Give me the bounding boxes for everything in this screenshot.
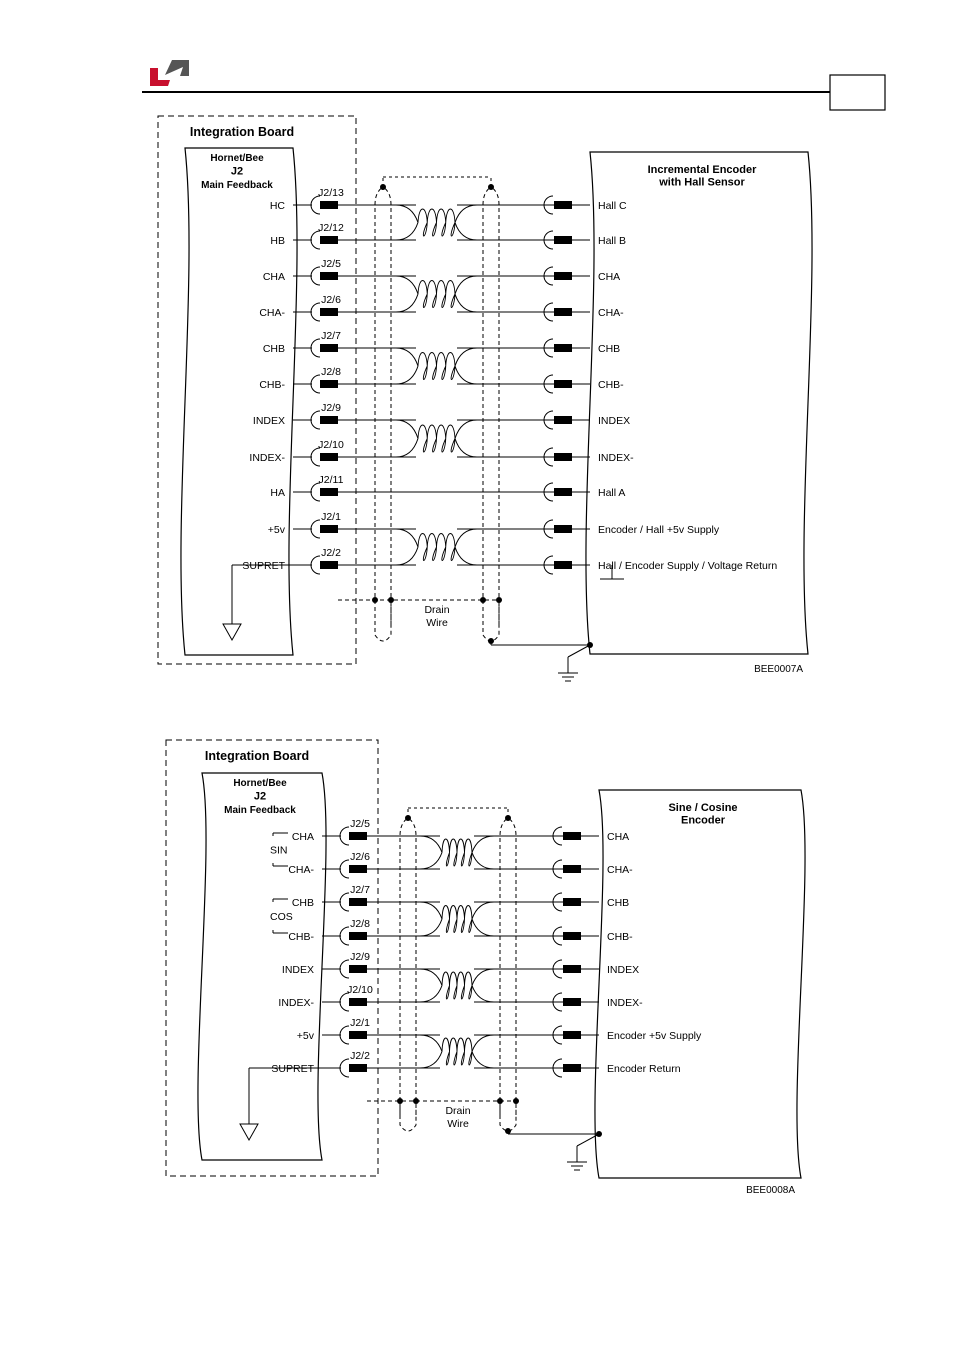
- pin-number: J2/9: [350, 951, 370, 963]
- encoder-pin-label: Hall A: [598, 487, 626, 499]
- j2-pin-connector-socket: [340, 927, 349, 945]
- pair-exit: [455, 547, 477, 565]
- pair-entry: [420, 1035, 442, 1052]
- shield-left-outer: [400, 818, 408, 1115]
- encoder-pin-label: Hall C: [598, 200, 627, 212]
- j2-pin-connector-pin: [320, 416, 338, 424]
- pin-number: J2/8: [321, 366, 341, 378]
- pin-number: J2/7: [321, 330, 341, 342]
- j2-pin-connector-socket: [340, 1026, 349, 1044]
- shield-right-bottom: [500, 1101, 516, 1131]
- pin-number: J2/10: [318, 439, 344, 451]
- pair-entry: [396, 223, 418, 241]
- encoder-device-label: Sine / Cosine: [668, 802, 738, 814]
- encoder-device-label: with Hall Sensor: [659, 176, 745, 189]
- pair-exit: [455, 276, 477, 294]
- pin-number: J2/5: [321, 258, 341, 270]
- encoder-pin-connector-pin: [554, 344, 572, 352]
- pin-label: CHA-: [259, 307, 285, 319]
- pin-label: INDEX: [252, 415, 285, 427]
- encoder-pin-label: CHB-: [598, 379, 624, 391]
- j2-pin-connector-pin: [349, 1064, 367, 1072]
- pair-exit: [455, 366, 477, 384]
- pin-number: J2/9: [321, 402, 341, 414]
- diagram-sine-cosine-encoder: [166, 740, 805, 1196]
- encoder-device-body: [595, 790, 805, 1178]
- pair-exit: [472, 919, 494, 936]
- pair-entry: [396, 276, 418, 294]
- integration-board-title: Integration Board: [204, 749, 310, 763]
- pin-label: CHA: [262, 271, 285, 283]
- encoder-pin-connector-pin: [563, 1031, 581, 1039]
- pin-label: CHA-: [288, 864, 314, 876]
- pin-label: +5v: [267, 524, 285, 536]
- drain-wire-label: Wire: [426, 617, 448, 629]
- pair-exit: [455, 420, 477, 439]
- encoder-pin-connector-pin: [554, 236, 572, 244]
- j2-pin-connector-socket: [311, 411, 320, 429]
- shield-left-inner: [408, 818, 416, 1115]
- j2-pin-connector-pin: [320, 272, 338, 280]
- j2-pin-connector-pin: [349, 998, 367, 1006]
- encoder-pin-label: Hall / Encoder Supply / Voltage Return: [598, 560, 778, 572]
- j2-pin-connector-pin: [349, 865, 367, 873]
- encoder-pin-label: CHA: [598, 271, 621, 283]
- pair-entry: [420, 902, 442, 919]
- connector-label: J2: [253, 790, 267, 803]
- j2-pin-connector-pin: [349, 832, 367, 840]
- pin-label: CHA: [291, 831, 314, 843]
- pair-entry: [396, 439, 418, 458]
- pin-label: INDEX-: [249, 452, 285, 464]
- pin-number: J2/6: [350, 851, 370, 863]
- j2-pin-connector-pin: [320, 344, 338, 352]
- j2-pin-connector-socket: [311, 267, 320, 285]
- encoder-pin-connector-pin: [554, 201, 572, 209]
- j2-pin-connector-socket: [340, 827, 349, 845]
- j2-pin-connector-pin: [349, 932, 367, 940]
- pair-exit: [472, 986, 494, 1003]
- j2-pin-connector-pin: [349, 898, 367, 906]
- shield-left-bottom: [375, 600, 391, 641]
- j2-pin-connector-socket: [340, 860, 349, 878]
- page-number-box: [830, 75, 885, 110]
- encoder-pin-label: INDEX-: [598, 452, 634, 464]
- pin-number: J2/1: [350, 1017, 370, 1029]
- pair-entry: [396, 547, 418, 565]
- encoder-pin-label: CHB: [607, 897, 630, 909]
- encoder-pin-label: INDEX: [607, 964, 640, 976]
- pair-exit: [455, 348, 477, 366]
- encoder-pin-connector-pin: [563, 998, 581, 1006]
- pin-label: INDEX: [281, 964, 314, 976]
- company-logo-icon: [150, 60, 189, 86]
- pin-number: J2/2: [350, 1050, 370, 1062]
- shield-right-outer: [508, 818, 516, 1115]
- pair-entry: [420, 919, 442, 936]
- pin-number: J2/1: [321, 511, 341, 523]
- j2-pin-connector-socket: [340, 893, 349, 911]
- encoder-pin-connector-pin: [554, 308, 572, 316]
- shield-right-outer: [491, 187, 499, 625]
- connector-label: Main Feedback: [201, 180, 273, 191]
- drain-wire-label: Wire: [447, 1118, 469, 1130]
- pair-entry: [420, 986, 442, 1003]
- pin-number: J2/7: [350, 884, 370, 896]
- shield-left-inner: [383, 187, 391, 625]
- pair-exit: [472, 853, 494, 870]
- encoder-pin-connector-pin: [554, 488, 572, 496]
- encoder-pin-connector-pin: [563, 832, 581, 840]
- encoder-pin-label: Encoder +5v Supply: [607, 1030, 702, 1042]
- diagram-incremental-encoder: [158, 116, 812, 681]
- shield-node: [488, 184, 494, 190]
- drawing-code: BEE0008A: [746, 1185, 795, 1196]
- j2-pin-connector-pin: [349, 1031, 367, 1039]
- pin-label: SUPRET: [271, 1063, 314, 1075]
- j2-pin-connector-socket: [311, 375, 320, 393]
- pair-exit: [472, 1052, 494, 1069]
- pin-number: J2/10: [347, 984, 373, 996]
- encoder-pin-connector-pin: [563, 932, 581, 940]
- drain-node: [496, 597, 502, 603]
- shield-node: [405, 815, 411, 821]
- encoder-pin-label: Hall B: [598, 235, 627, 247]
- connector-label: Hornet/Bee: [233, 778, 287, 789]
- pair-exit: [455, 223, 477, 241]
- drain-node: [388, 597, 394, 603]
- shield-right-inner: [483, 187, 491, 625]
- j2-pin-connector-pin: [320, 488, 338, 496]
- pin-number: J2/11: [318, 474, 344, 486]
- pin-label: SUPRET: [242, 560, 285, 572]
- pin-number: J2/2: [321, 547, 341, 559]
- group-label: COS: [270, 911, 293, 923]
- encoder-pin-connector-pin: [554, 272, 572, 280]
- pair-exit: [472, 1035, 494, 1052]
- encoder-pin-connector-pin: [563, 898, 581, 906]
- pair-entry: [420, 1052, 442, 1069]
- group-label: SIN: [270, 844, 288, 857]
- pair-entry: [420, 969, 442, 986]
- encoder-pin-label: CHB-: [607, 931, 633, 943]
- encoder-pin-label: Encoder Return: [607, 1063, 681, 1075]
- pair-entry: [420, 836, 442, 853]
- shield-left-bottom: [400, 1101, 416, 1131]
- encoder-pin-label: INDEX-: [607, 997, 643, 1009]
- integration-board-title: Integration Board: [189, 125, 295, 139]
- pin-number: J2/8: [350, 918, 370, 930]
- j2-pin-connector-pin: [320, 525, 338, 533]
- encoder-pin-connector-pin: [563, 865, 581, 873]
- j2-pin-connector-socket: [311, 520, 320, 538]
- pair-entry: [396, 366, 418, 384]
- j2-pin-connector-pin: [320, 236, 338, 244]
- encoder-pin-connector-pin: [554, 525, 572, 533]
- shield-node: [505, 815, 511, 821]
- encoder-pin-label: CHB: [598, 343, 621, 355]
- pair-entry: [396, 294, 418, 312]
- j2-pin-connector-socket: [311, 303, 320, 321]
- pair-entry: [396, 529, 418, 547]
- connector-label: J2: [230, 165, 244, 178]
- j2-connector-body: [181, 148, 297, 655]
- connector-label: Main Feedback: [224, 805, 296, 816]
- j2-pin-connector-pin: [320, 308, 338, 316]
- j2-pin-connector-pin: [320, 453, 338, 461]
- encoder-pin-connector-pin: [554, 561, 572, 569]
- encoder-pin-connector-pin: [554, 416, 572, 424]
- pin-label: HA: [270, 487, 285, 499]
- j2-pin-connector-socket: [340, 1059, 349, 1077]
- pair-entry: [396, 348, 418, 366]
- pin-label: +5v: [296, 1030, 314, 1042]
- shield-right-bottom: [483, 600, 499, 641]
- encoder-pin-connector-pin: [554, 380, 572, 388]
- j2-pin-connector-pin: [320, 561, 338, 569]
- pin-label: HB: [270, 235, 285, 247]
- pin-number: J2/13: [318, 187, 344, 199]
- encoder-pin-label: Encoder / Hall +5v Supply: [598, 524, 720, 536]
- encoder-pin-label: CHA-: [607, 864, 633, 876]
- j2-pin-connector-socket: [311, 339, 320, 357]
- encoder-device-label: Encoder: [680, 814, 726, 827]
- shield-right-inner: [500, 818, 508, 1115]
- pin-label: CHB-: [288, 931, 314, 943]
- encoder-pin-connector-pin: [563, 1064, 581, 1072]
- pin-label: CHB-: [259, 379, 285, 391]
- pin-label: CHB: [291, 897, 314, 909]
- shield-node: [380, 184, 386, 190]
- shield-left-outer: [375, 187, 383, 625]
- pair-exit: [455, 294, 477, 312]
- pin-label: CHB: [262, 343, 285, 355]
- pair-exit: [472, 969, 494, 986]
- pair-entry: [420, 853, 442, 870]
- drain-wire-label: Drain: [445, 1105, 471, 1117]
- pin-number: J2/5: [350, 818, 370, 830]
- pair-exit: [455, 205, 477, 223]
- encoder-pin-label: CHA-: [598, 307, 624, 319]
- encoder-pin-connector-pin: [554, 453, 572, 461]
- pair-exit: [455, 439, 477, 458]
- j2-pin-connector-pin: [320, 201, 338, 209]
- pin-label: INDEX-: [278, 997, 314, 1009]
- j2-pin-connector-pin: [320, 380, 338, 388]
- pin-number: J2/12: [318, 222, 344, 234]
- pair-entry: [396, 420, 418, 439]
- pair-entry: [396, 205, 418, 223]
- encoder-pin-connector-pin: [563, 965, 581, 973]
- j2-pin-connector-socket: [340, 960, 349, 978]
- case-ground-lead: [568, 645, 590, 657]
- pair-exit: [472, 902, 494, 919]
- j2-pin-connector-socket: [311, 556, 320, 574]
- connector-label: Hornet/Bee: [210, 153, 264, 164]
- drain-wire-label: Drain: [424, 604, 450, 616]
- encoder-pin-label: CHA: [607, 831, 630, 843]
- pair-exit: [455, 529, 477, 547]
- j2-pin-connector-pin: [349, 965, 367, 973]
- encoder-pin-label: INDEX: [598, 415, 631, 427]
- encoder-device-label: Incremental Encoder: [647, 164, 757, 176]
- pin-number: J2/6: [321, 294, 341, 306]
- drawing-code: BEE0007A: [754, 664, 803, 675]
- pin-label: HC: [269, 200, 285, 212]
- pair-exit: [472, 836, 494, 853]
